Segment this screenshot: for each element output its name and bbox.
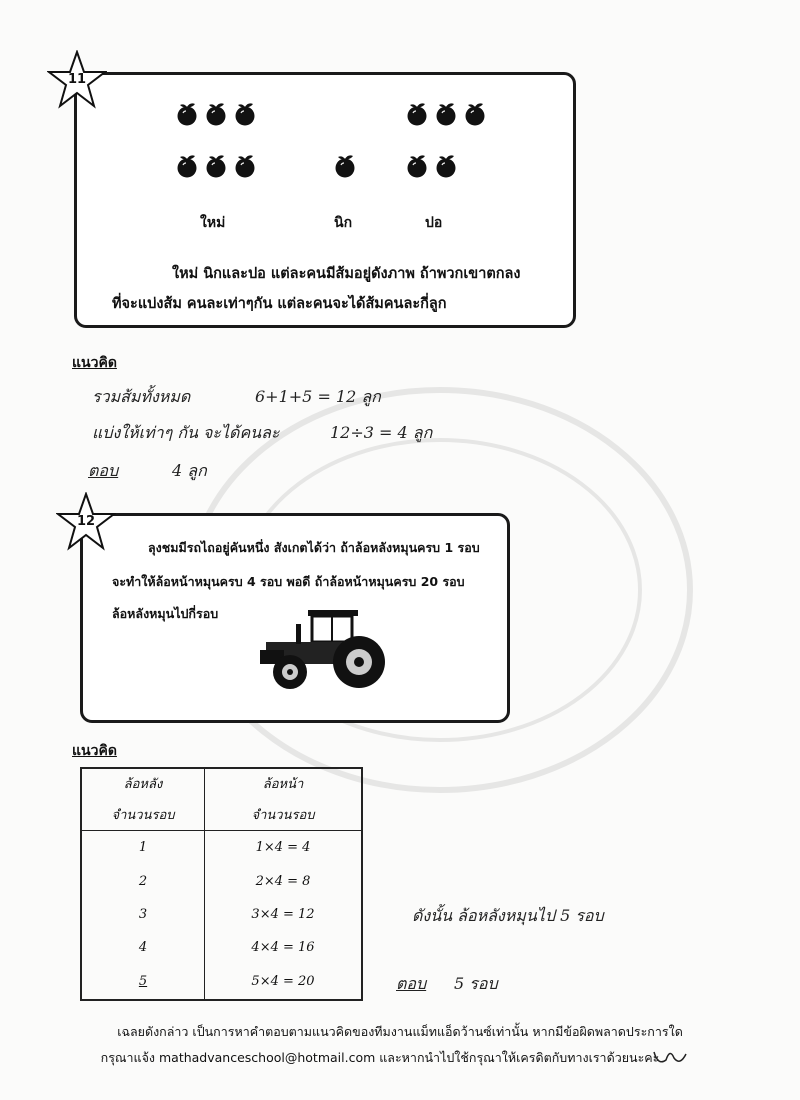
rear-wheel-header [81, 768, 205, 830]
orange-icon [175, 154, 199, 178]
problem-11-box [74, 72, 576, 328]
rear-value: 5 [81, 965, 205, 1000]
problem-11-question-line1: ใหม่ นิกและปอ แต่ละคนมีส้มอยู่ดังภาพ ถ้าพวกเขาตกลง [172, 266, 521, 282]
signature-mark [650, 1044, 690, 1068]
front-value: 1×4 = 4 [255, 839, 311, 855]
name-mai: ใหม่ [200, 215, 226, 231]
table-row [81, 965, 362, 1000]
solution-11-line1-expr: 6+1+5 = 12 ลูก [255, 387, 381, 406]
orange-icon [333, 154, 357, 178]
problem-11-star-badge [47, 50, 107, 110]
rotation-table [80, 767, 363, 1001]
table-row [81, 864, 362, 897]
rear-value: 1 [81, 830, 205, 864]
front-header-line2: จำนวนรอบ [251, 808, 315, 824]
problem-12-line2: จะทำให้ล้อหน้าหมุนครบ 4 รอบ พอดี ถ้าล้อหน้าหมุนครบ 20 รอบ [112, 574, 465, 589]
name-por: ปอ [425, 215, 443, 231]
problem-12-number: 12 [76, 514, 96, 529]
orange-icon [204, 154, 228, 178]
orange-icon [405, 102, 429, 126]
front-header-line1: ล้อหน้า [262, 777, 304, 793]
front-wheel-header [205, 768, 363, 830]
problem-11-number: 11 [67, 72, 87, 87]
problem-12-line1: ลุงชมมีรถไถอยู่คันหนึ่ง สังเกตได้ว่า ถ้าล้อหลังหมุนครบ 1 รอบ [148, 540, 480, 555]
rear-header-line1: ล้อหลัง [123, 777, 163, 793]
orange-icon [405, 154, 429, 178]
solution-11-line1-text: รวมส้มทั้งหมด [92, 387, 191, 406]
solution-11-answer-value: 4 ลูก [172, 461, 207, 480]
rear-value: 3 [81, 898, 205, 931]
table-row [81, 931, 362, 964]
orange-icon [204, 102, 228, 126]
orange-icon [434, 102, 458, 126]
solution-12-conclusion: ดังนั้น ล้อหลังหมุนไป 5 รอบ [412, 906, 604, 925]
solution-12-heading: แนวคิด [72, 743, 117, 759]
solution-11-line2-text: แบ่งให้เท่าๆ กัน จะได้คนละ [92, 423, 280, 442]
footer-line1: เฉลยดังกล่าว เป็นการหาคำตอบตามแนวคิดของทีมงานแม็ทแอ็ดว้านซ์เท่านั้น หากมีข้อผิดพลาดประการใด [117, 1024, 683, 1039]
solution-11-line2-expr: 12÷3 = 4 ลูก [330, 423, 433, 442]
problem-11-question-line2: ที่จะแบ่งส้ม คนละเท่าๆกัน แต่ละคนจะได้ส้มคนละกี่ลูก [112, 296, 447, 312]
front-value: 5×4 = 20 [251, 974, 315, 990]
solution-11-heading: แนวคิด [72, 355, 117, 371]
front-value: 4×4 = 16 [251, 940, 315, 956]
orange-icon [175, 102, 199, 126]
orange-icon [434, 154, 458, 178]
solution-12-answer-value: 5 รอบ [454, 974, 498, 993]
footer-line2: กรุณาแจ้ง mathadvanceschool@hotmail.com และหากนำไปใช้กรุณาให้เครดิตกับทางเราด้วยนะคะ [100, 1050, 660, 1065]
problem-12-star-badge [56, 492, 116, 552]
tractor-icon [256, 606, 390, 690]
table-row [81, 830, 362, 864]
orange-icon [233, 102, 257, 126]
front-value: 2×4 = 8 [255, 873, 311, 889]
solution-12-answer-label: ตอบ [396, 974, 427, 993]
orange-icon [233, 154, 257, 178]
table-row [81, 898, 362, 931]
rear-value: 2 [81, 864, 205, 897]
problem-12-line3: ล้อหลังหมุนไปกี่รอบ [112, 606, 219, 621]
rear-header-line2: จำนวนรอบ [111, 808, 175, 824]
orange-icon [463, 102, 487, 126]
front-value: 3×4 = 12 [251, 907, 315, 922]
solution-11-answer-label: ตอบ [88, 461, 119, 480]
name-nik: นิก [334, 215, 353, 231]
rear-value: 4 [81, 931, 205, 964]
